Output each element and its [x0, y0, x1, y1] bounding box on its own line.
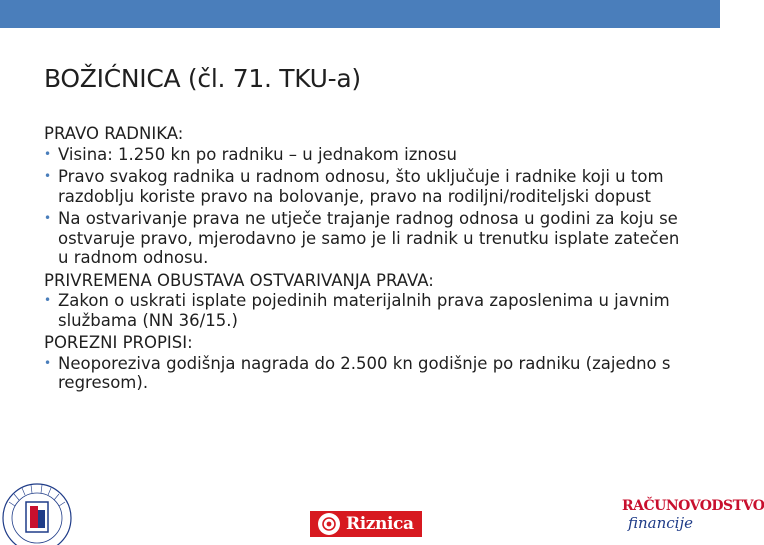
section-privremena-obustava — [44, 271, 684, 331]
top-color-bar — [0, 0, 720, 28]
bullet-item — [44, 167, 684, 206]
bullet-text: Pravo svakog radnika u radnom odnosu, što uključuje i radnike koji u tom razdoblju koriste pravo na bolovanje, pravo na rodiljni/roditeljski dopust — [58, 167, 664, 206]
section-heading: PRAVO RADNIKA: — [44, 124, 184, 143]
section-pravo-radnika — [44, 124, 684, 268]
racunovodstvo-financije-logo — [622, 498, 764, 540]
bullet-dot: • — [44, 211, 52, 225]
slide-content — [44, 124, 684, 396]
seal-logo-icon — [0, 478, 74, 540]
bullet-text: Visina: 1.250 kn po radniku – u jednakom iznosu — [58, 144, 457, 164]
bullet-dot: • — [44, 169, 52, 183]
bullet-item — [44, 291, 684, 330]
section-heading: POREZNI PROPISI: — [44, 333, 193, 352]
financije-wordmark: financije — [628, 514, 693, 532]
bullet-text: Zakon o uskrati isplate pojedinih materijalnih prava zaposlenima u javnim službama (NN 36/15.) — [58, 291, 670, 330]
bullet-text: Neoporeziva godišnja nagrada do 2.500 kn godišnje po radniku (zajedno s regresom). — [58, 353, 671, 392]
section-porezni-propisi — [44, 333, 684, 393]
racunovodstvo-wordmark: RAČUNOVODSTVO — [622, 498, 764, 514]
slide-title: BOŽIĆNICA (čl. 71. TKU-a) — [44, 64, 361, 93]
section-heading: PRIVREMENA OBUSTAVA OSTVARIVANJA PRAVA: — [44, 270, 434, 290]
bullet-dot: • — [44, 293, 52, 307]
riznica-logo — [310, 511, 422, 537]
association-seal-logo — [0, 478, 74, 540]
bullet-dot: • — [44, 146, 52, 161]
riznica-wordmark: Riznica — [346, 514, 414, 534]
bullet-text: Na ostvarivanje prava ne utječe trajanje radnog odnosa u godini za koju se ostvaruje pravo, mjerodavno je samo je li radnik u trenutku isplate zatečen u radnom odnosu. — [58, 209, 680, 267]
bullet-item — [44, 145, 684, 165]
bullet-item — [44, 209, 684, 268]
bullet-dot: • — [44, 355, 52, 370]
riznica-emblem-icon — [318, 513, 340, 535]
bullet-item — [44, 354, 684, 393]
